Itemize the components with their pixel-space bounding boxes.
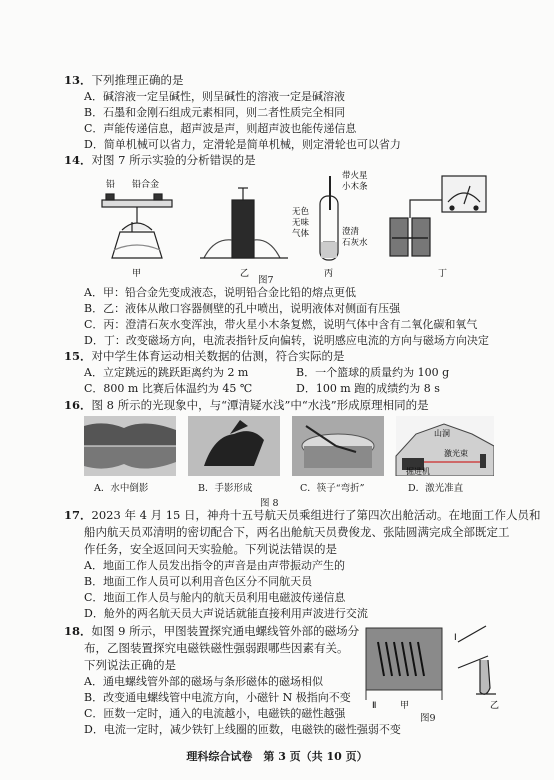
question-text: 对中学生体育运动相关数据的估测，符合实际的是: [91, 349, 345, 363]
question-text: 如图 9 所示，甲图装置探究通电螺线管外部的磁场分: [91, 624, 360, 638]
question-17-line-3: 作任务，安全返回问天实验舱。下列说法错误的是: [84, 542, 337, 556]
fig9-solenoid-jia: [366, 628, 442, 700]
caption-a: A．水中倒影: [94, 483, 149, 494]
figure-9: [362, 622, 502, 710]
label-laser: 激光束: [444, 449, 468, 458]
figure-8-title: 图 8: [260, 498, 279, 509]
label-ii: Ⅱ: [372, 701, 377, 710]
label-lead: 铅: [106, 180, 116, 190]
question-number: 16．: [64, 398, 92, 412]
caption-d: D．激光准直: [408, 483, 464, 494]
page-footer: 理科综合试卷 第 3 页（共 10 页）: [186, 750, 368, 763]
figure-7-title: 图7: [258, 275, 274, 286]
fig7-apparatus-jia: [102, 194, 172, 258]
figure-7: [92, 170, 492, 282]
q13-option-c: C．声能传递信息，超声波是声，则超声波也能传递信息: [84, 122, 357, 135]
question-text: 下列推理正确的是: [91, 73, 184, 87]
q13-option-d: D．简单机械可以省力，定滑轮是简单机械，则定滑轮也可以省力: [84, 138, 401, 151]
q18-option-c: C．匝数一定时，通入的电流越小，电磁铁的磁性越强: [84, 707, 346, 720]
q14-option-a: A．甲：铅合金先变成液态，说明铅合金比铅的熔点更低: [84, 286, 356, 299]
q15-option-d: D．100 m 跑的成绩约为 8 s: [296, 382, 440, 395]
figure-8: [84, 416, 494, 476]
label-alloy: 铅合金: [132, 180, 160, 190]
question-number: 17．: [64, 508, 92, 522]
label-yi: 乙: [240, 269, 250, 279]
question-17-line-1: [64, 507, 541, 523]
question-18-line-3: 下列说法正确的是: [84, 658, 176, 672]
label-spark2: 小木条: [342, 182, 368, 192]
q18-option-a: A．通电螺线管外部的磁场与条形磁体的磁场相似: [84, 675, 323, 688]
label-jia: 甲: [132, 269, 142, 279]
q14-option-b: B．乙：液体从敞口容器侧壁的孔中喷出，说明液体对侧面有压强: [84, 302, 401, 315]
label-gas3: 气体: [292, 229, 310, 239]
fig7-apparatus-bing: [320, 176, 338, 260]
q18-option-b: B．改变通电螺线管中电流方向，小磁针 N 极指向不变: [84, 691, 351, 704]
label-yi: 乙: [490, 701, 500, 710]
label-shanqiao: 山洞: [434, 429, 450, 438]
label-lime2: 石灰水: [342, 238, 368, 248]
label-lime1: 澄清: [342, 227, 360, 237]
q15-option-c: C．800 m 比赛后体温约为 45 ℃: [84, 382, 253, 395]
fig7-apparatus-ding: [390, 176, 486, 256]
q14-option-d: D．丁：改变磁场方向，电流表指针反向偏转，说明感应电流的方向与磁场方向决定: [84, 334, 489, 347]
question-18-line-2: 布，乙图装置探究电磁铁磁性强弱跟哪些因素有关。: [84, 641, 349, 655]
q17-option-d: D．舱外的两名航天员大声说话就能直接利用声波进行交流: [84, 607, 368, 620]
question-number: 13．: [64, 73, 92, 87]
q18-option-d: D．电流一定时，减少铁钉上线圈的匝数，电磁铁的磁性强弱不变: [84, 723, 401, 736]
q15-option-b: B．一个篮球的质量约为 100 g: [296, 366, 450, 379]
question-17-line-2: 船内航天员邓清明的密切配合下，两名出舱航天员费俊龙、张陆圆满完成全部既定工: [84, 525, 510, 539]
question-number: 15．: [64, 349, 92, 363]
caption-c: C．筷子“弯折”: [300, 483, 365, 494]
caption-b: B．手影形成: [198, 483, 253, 494]
question-text: 对图 7 所示实验的分析错误的是: [91, 153, 256, 167]
fig7-apparatus-yi: [200, 188, 288, 258]
label-gas2: 无味: [292, 218, 310, 228]
photo-reflection: [84, 416, 176, 476]
fig9-electromagnet-yi: [458, 626, 496, 694]
question-number: 14．: [64, 153, 92, 167]
question-16-stem: [64, 397, 429, 413]
label-gas1: 无色: [292, 207, 310, 217]
q17-option-a: A．地面工作人员发出指令的声音是由声带振动产生的: [84, 559, 345, 572]
q17-option-c: C．地面工作人员与舱内的航天员利用电磁波传递信息: [84, 591, 346, 604]
question-18-line-1: [64, 623, 359, 639]
photo-hand-shadow: [188, 416, 280, 476]
q13-option-b: B．石墨和金刚石组成元素相同，则二者性质完全相同: [84, 106, 346, 119]
question-number: 18．: [64, 624, 92, 638]
q17-option-b: B．地面工作人员可以利用音色区分不同航天员: [84, 575, 313, 588]
q13-option-a: A．碱溶液一定呈碱性，则呈碱性的溶液一定是碱溶液: [84, 90, 345, 103]
q15-option-a: A．立定跳远的跳跃距离约为 2 m: [84, 366, 249, 379]
question-13-stem: [64, 72, 184, 88]
label-ding: 丁: [438, 269, 448, 279]
question-15-stem: [64, 348, 345, 364]
label-spark1: 带火星: [342, 171, 368, 181]
label-bing: 丙: [324, 269, 334, 279]
figure-9-title: 图9: [420, 713, 436, 724]
question-text: 图 8 所示的光现象中，与“潭清疑水浅”中“水浅”形成原理相同的是: [91, 398, 429, 412]
photo-chopsticks: [292, 416, 384, 476]
label-tunnel: 掘进机: [406, 467, 430, 476]
question-text: 2023 年 4 月 15 日，神舟十五号航天员乘组进行了第四次出舱活动。在地面工作人员和: [91, 508, 541, 522]
label-i: Ⅰ: [454, 633, 457, 643]
label-jia: 甲: [400, 701, 410, 710]
question-14-stem: [64, 152, 256, 168]
q14-option-c: C．丙：澄清石灰水变浑浊，带火星小木条复燃，说明气体中含有二氧化碳和氧气: [84, 318, 478, 331]
